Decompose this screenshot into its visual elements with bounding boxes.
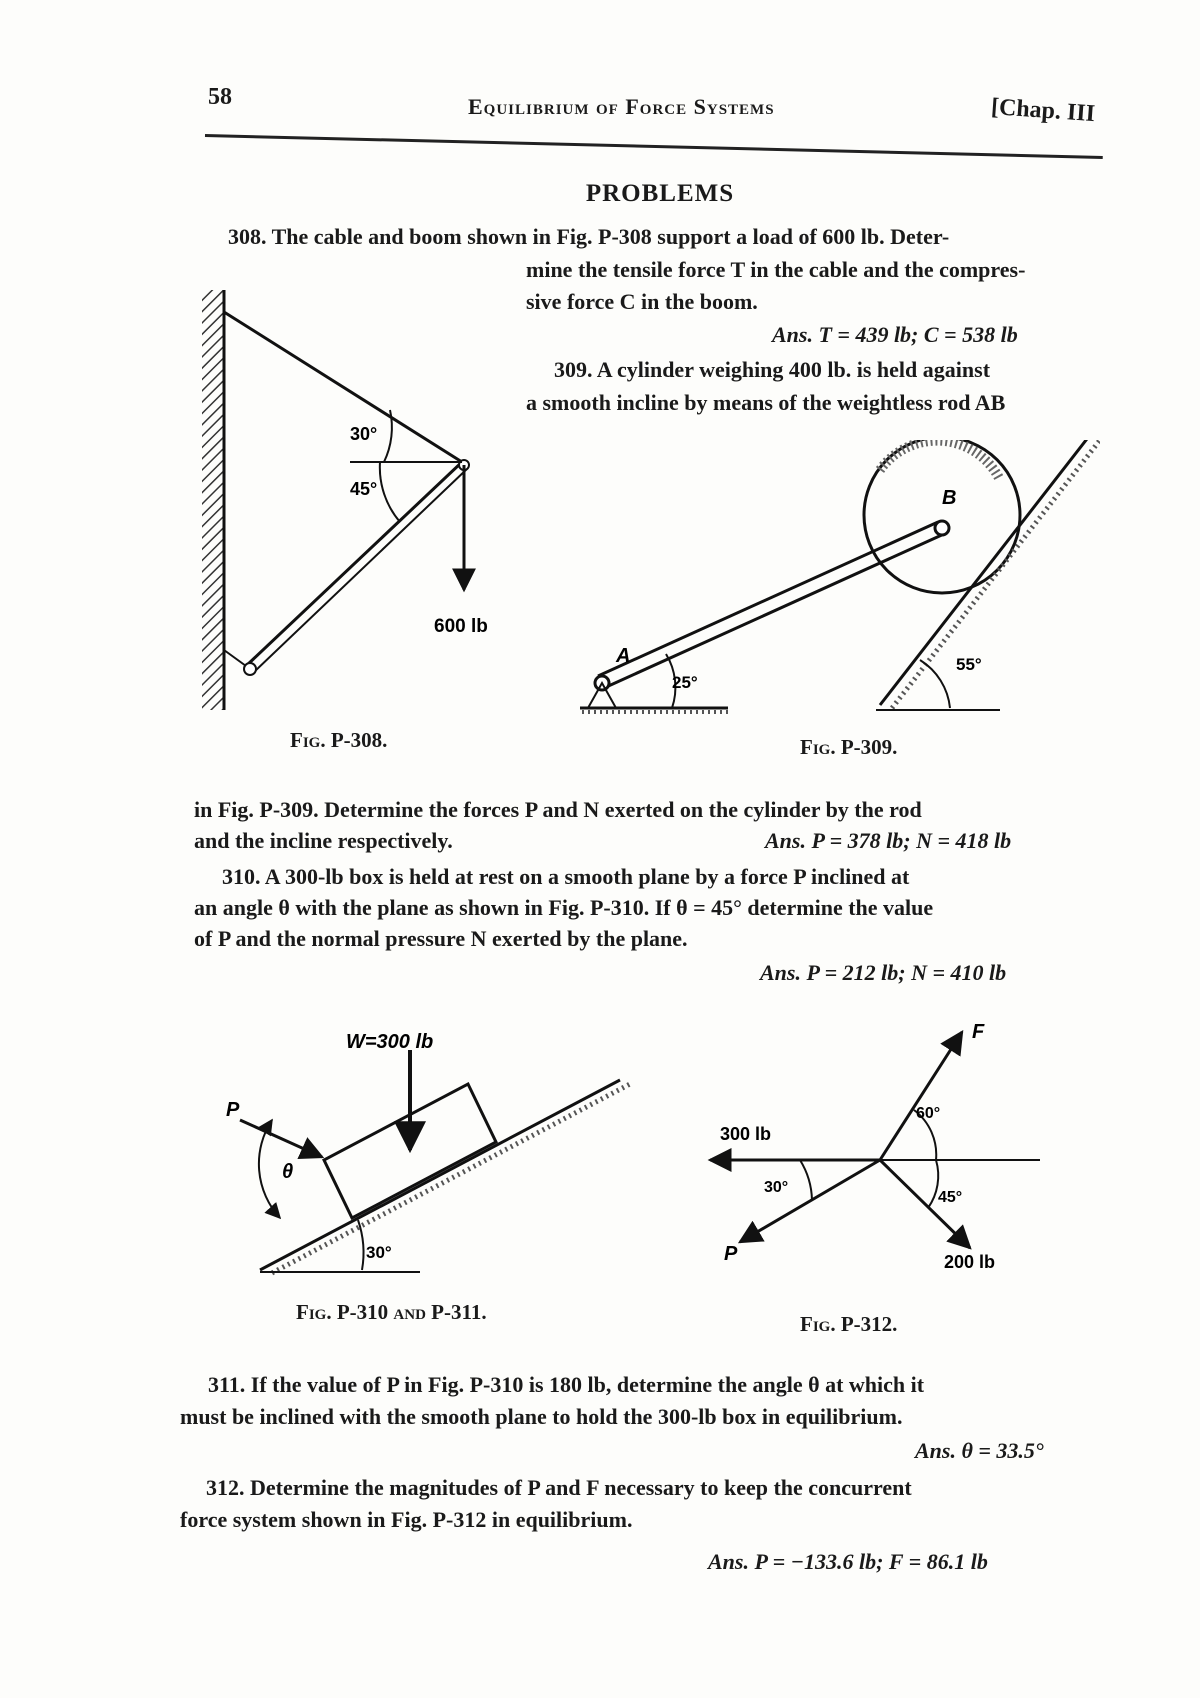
angle-45-arc [928,1160,938,1208]
plane-hatch [272,1084,630,1273]
incline-line [880,440,1090,705]
cable-line [224,312,462,462]
chapter-label: [Chap. III [990,94,1096,128]
figure-p309 [580,440,1100,730]
problem-312-text1: Determine the magnitudes of P and F necessary to keep the concurrent [250,1475,912,1500]
force-p-arrow [240,1120,322,1157]
angle-arc-30 [384,410,392,462]
incline-angle-arc [920,660,950,708]
pin-b [935,521,949,535]
rod-ab-top [598,522,938,676]
problem-310-answer: Ans. P = 212 lb; N = 410 lb [760,960,1007,985]
boom-bracket [224,650,246,666]
incline-hatch [892,440,1100,708]
load-label: 600 lb [434,616,488,637]
caption-p309: Fig. P-309. [800,735,898,759]
theta-label: θ [282,1161,294,1183]
incline-30-label: 30° [366,1243,392,1262]
rod-ab-bottom [604,534,944,688]
label-b: B [942,487,957,509]
angle-30-arc [800,1160,812,1200]
problem-310-text1: A 300-lb box is held at rest on a smooth plane by a force P inclined at [264,864,910,889]
angle-arc-45 [380,462,400,522]
problem-311-number: 311. [208,1372,246,1397]
problem-309-number: 309. [554,357,593,382]
plane-angle-arc [358,1220,364,1270]
problem-312-number: 312. [206,1475,245,1500]
problem-312-line2: force system shown in Fig. P-312 in equilibrium. [180,1507,633,1532]
weight-label: W=300 lb [346,1031,434,1053]
label-a: A [616,645,631,667]
header-rule [205,134,1103,159]
problem-312-line1 [206,1473,912,1503]
label-200lb: 200 lb [944,1252,996,1272]
page-number: 58 [208,84,232,110]
label-p: P [724,1243,738,1265]
angle-45-label: 45° [350,479,378,499]
caption-p312: Fig. P-312. [800,1312,898,1336]
problem-310-line1 [222,862,909,892]
problem-310-line3: of P and the normal pressure N exerted by the plane. [194,926,688,951]
problem-311-answer: Ans. θ = 33.5° [915,1438,1044,1463]
running-title: Equilibrium of Force Systems [468,94,775,119]
force-p-arrow [740,1160,880,1242]
problem-308-line3: sive force C in the boom. [526,289,758,314]
problem-308-number: 308. [228,224,267,249]
problem-308-answer: Ans. T = 439 lb; C = 538 lb [772,322,1018,347]
problem-309-line4: and the incline respectively. [194,828,453,853]
angle-30-label: 30° [350,424,378,444]
problem-311-line2: must be inclined with the smooth plane to hold the 300-lb box in equilibrium. [180,1404,903,1429]
problem-311-line1 [208,1370,924,1400]
problem-309-line1 [554,355,990,385]
problem-309-text1: A cylinder weighing 400 lb. is held against [596,357,991,382]
force-p-label: P [226,1099,240,1121]
figure-p310 [220,1000,650,1300]
label-30: 30° [764,1179,789,1196]
problem-310-line2: an angle θ with the plane as shown in Fig. P-310. If θ = 45° determine the value [194,895,934,920]
problem-309-line3: in Fig. P-309. Determine the forces P and N exerted on the cylinder by the rod [194,797,922,822]
label-45: 45° [938,1189,963,1206]
problem-308-line2: mine the tensile force T in the cable and the compres- [526,257,1026,282]
caption-p308: Fig. P-308. [290,728,388,752]
caption-p310: Fig. P-310 and P-311. [296,1300,487,1324]
label-f: F [972,1021,985,1043]
label-60: 60° [916,1105,941,1122]
label-300lb: 300 lb [720,1124,772,1144]
force-f-arrow [880,1032,962,1160]
wall-hatch [202,290,224,710]
problem-310-number: 310. [222,864,261,889]
plane-line [260,1080,620,1270]
problem-308-text1: The cable and boom shown in Fig. P-308 support a load of 600 lb. Deter- [271,224,950,249]
section-title: PROBLEMS [585,180,735,207]
figure-p312 [700,1020,1080,1310]
label-25: 25° [672,673,698,692]
problem-308-line1 [228,222,949,252]
problem-312-answer: Ans. P = −133.6 lb; F = 86.1 lb [708,1549,988,1574]
label-55: 55° [956,655,982,674]
problem-309-answer: Ans. P = 378 lb; N = 418 lb [765,828,1012,853]
problem-311-text1: If the value of P in Fig. P-310 is 180 lb, determine the angle θ at which it [250,1372,925,1397]
problem-309-line2: a smooth incline by means of the weightless rod AB [526,390,1006,415]
figure-p308 [200,290,520,720]
